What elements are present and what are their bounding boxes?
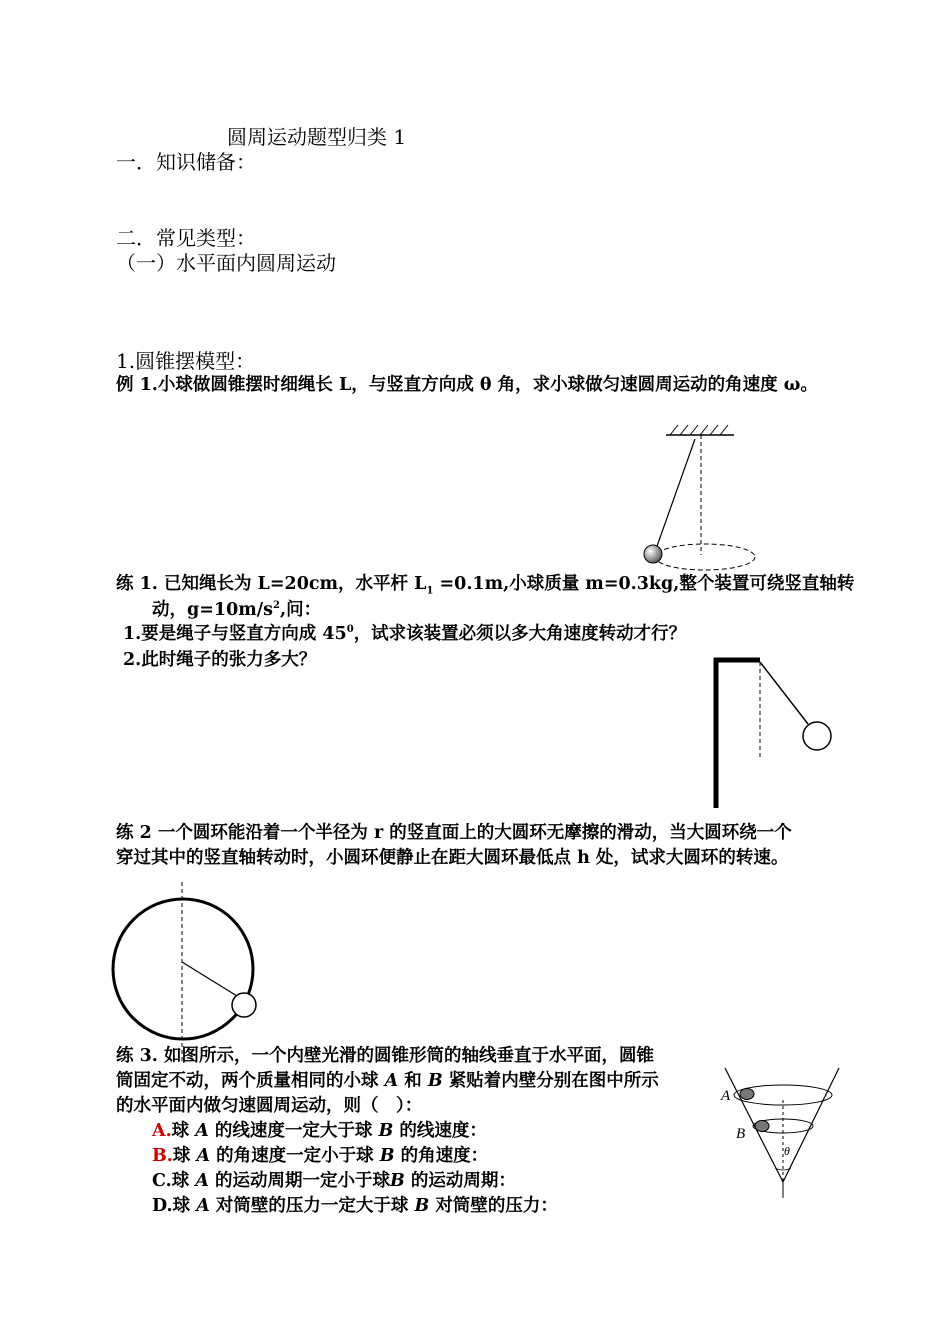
page-title: 圆周运动题型归类 1	[227, 125, 407, 149]
practice-2-line-1: 练 2 一个圆环能沿着一个半径为 r 的竖直面上的大圆环无摩擦的滑动，当大圆环绕一个	[116, 823, 792, 843]
section-knowledge: 一．知识储备：	[116, 150, 256, 174]
practice-1-question-1: 1.要是绳子与竖直方向成 $45^0$，试求该装置必须以多大角速度转动才行？	[123, 624, 687, 644]
practice-3-line-1: 练 3. 如图所示，一个内壁光滑的圆锥形筒的轴线垂直于水平面，圆锥	[116, 1046, 654, 1066]
practice-1-question-2: 2.此时绳子的张力多大？	[123, 650, 317, 670]
label-b: B	[736, 1126, 746, 1142]
option-c: C.球 A 的运动周期一定小于球B 的运动周期：	[152, 1171, 516, 1191]
figure-conical-pendulum	[640, 415, 770, 575]
practice-1-line-1: 练 1. 已知绳长为 L=20cm，水平杆 $L_1 =0.1m$,小球质量 m=0.3kg,整个装置可绕竖直轴转	[116, 574, 855, 597]
practice-3-line-3: 的水平面内做匀速圆周运动，则（ ）：	[116, 1096, 423, 1116]
practice-2-line-2: 穿过其中的竖直轴转动时，小圆环便静止在距大圆环最低点 h 处，试求大圆环的转速。	[116, 848, 789, 868]
option-b: B.球 A 的角速度一定小于球 B 的角速度：	[152, 1146, 489, 1166]
figure-ring-on-hoop	[105, 878, 275, 1068]
practice-1-line-2: 动，$g=10m/s^2$,问：	[152, 600, 322, 620]
label-a: A	[721, 1088, 731, 1104]
model-conical-pendulum: 1.圆锥摆模型：	[116, 349, 256, 373]
figure-cone	[715, 1060, 850, 1205]
subsection-horizontal: （一）水平面内圆周运动	[116, 251, 336, 275]
label-theta: θ	[784, 1144, 790, 1158]
example-1-text: 例 1.小球做圆锥摆时细绳长 L，与竖直方向成 θ 角，求小球做匀速圆周运动的角速度 ω。	[116, 375, 818, 395]
section-types: 二．常见类型：	[116, 226, 256, 250]
figure-rod-pendulum	[700, 650, 840, 815]
practice-3-line-2: 筒固定不动，两个质量相同的小球 A 和 B 紧贴着内壁分别在图中所示	[116, 1071, 659, 1091]
option-d: D.球 A 对筒壁的压力一定大于球 B 对筒壁的压力：	[152, 1196, 558, 1216]
option-a: A.球 A 的线速度一定大于球 B 的线速度：	[152, 1121, 487, 1141]
